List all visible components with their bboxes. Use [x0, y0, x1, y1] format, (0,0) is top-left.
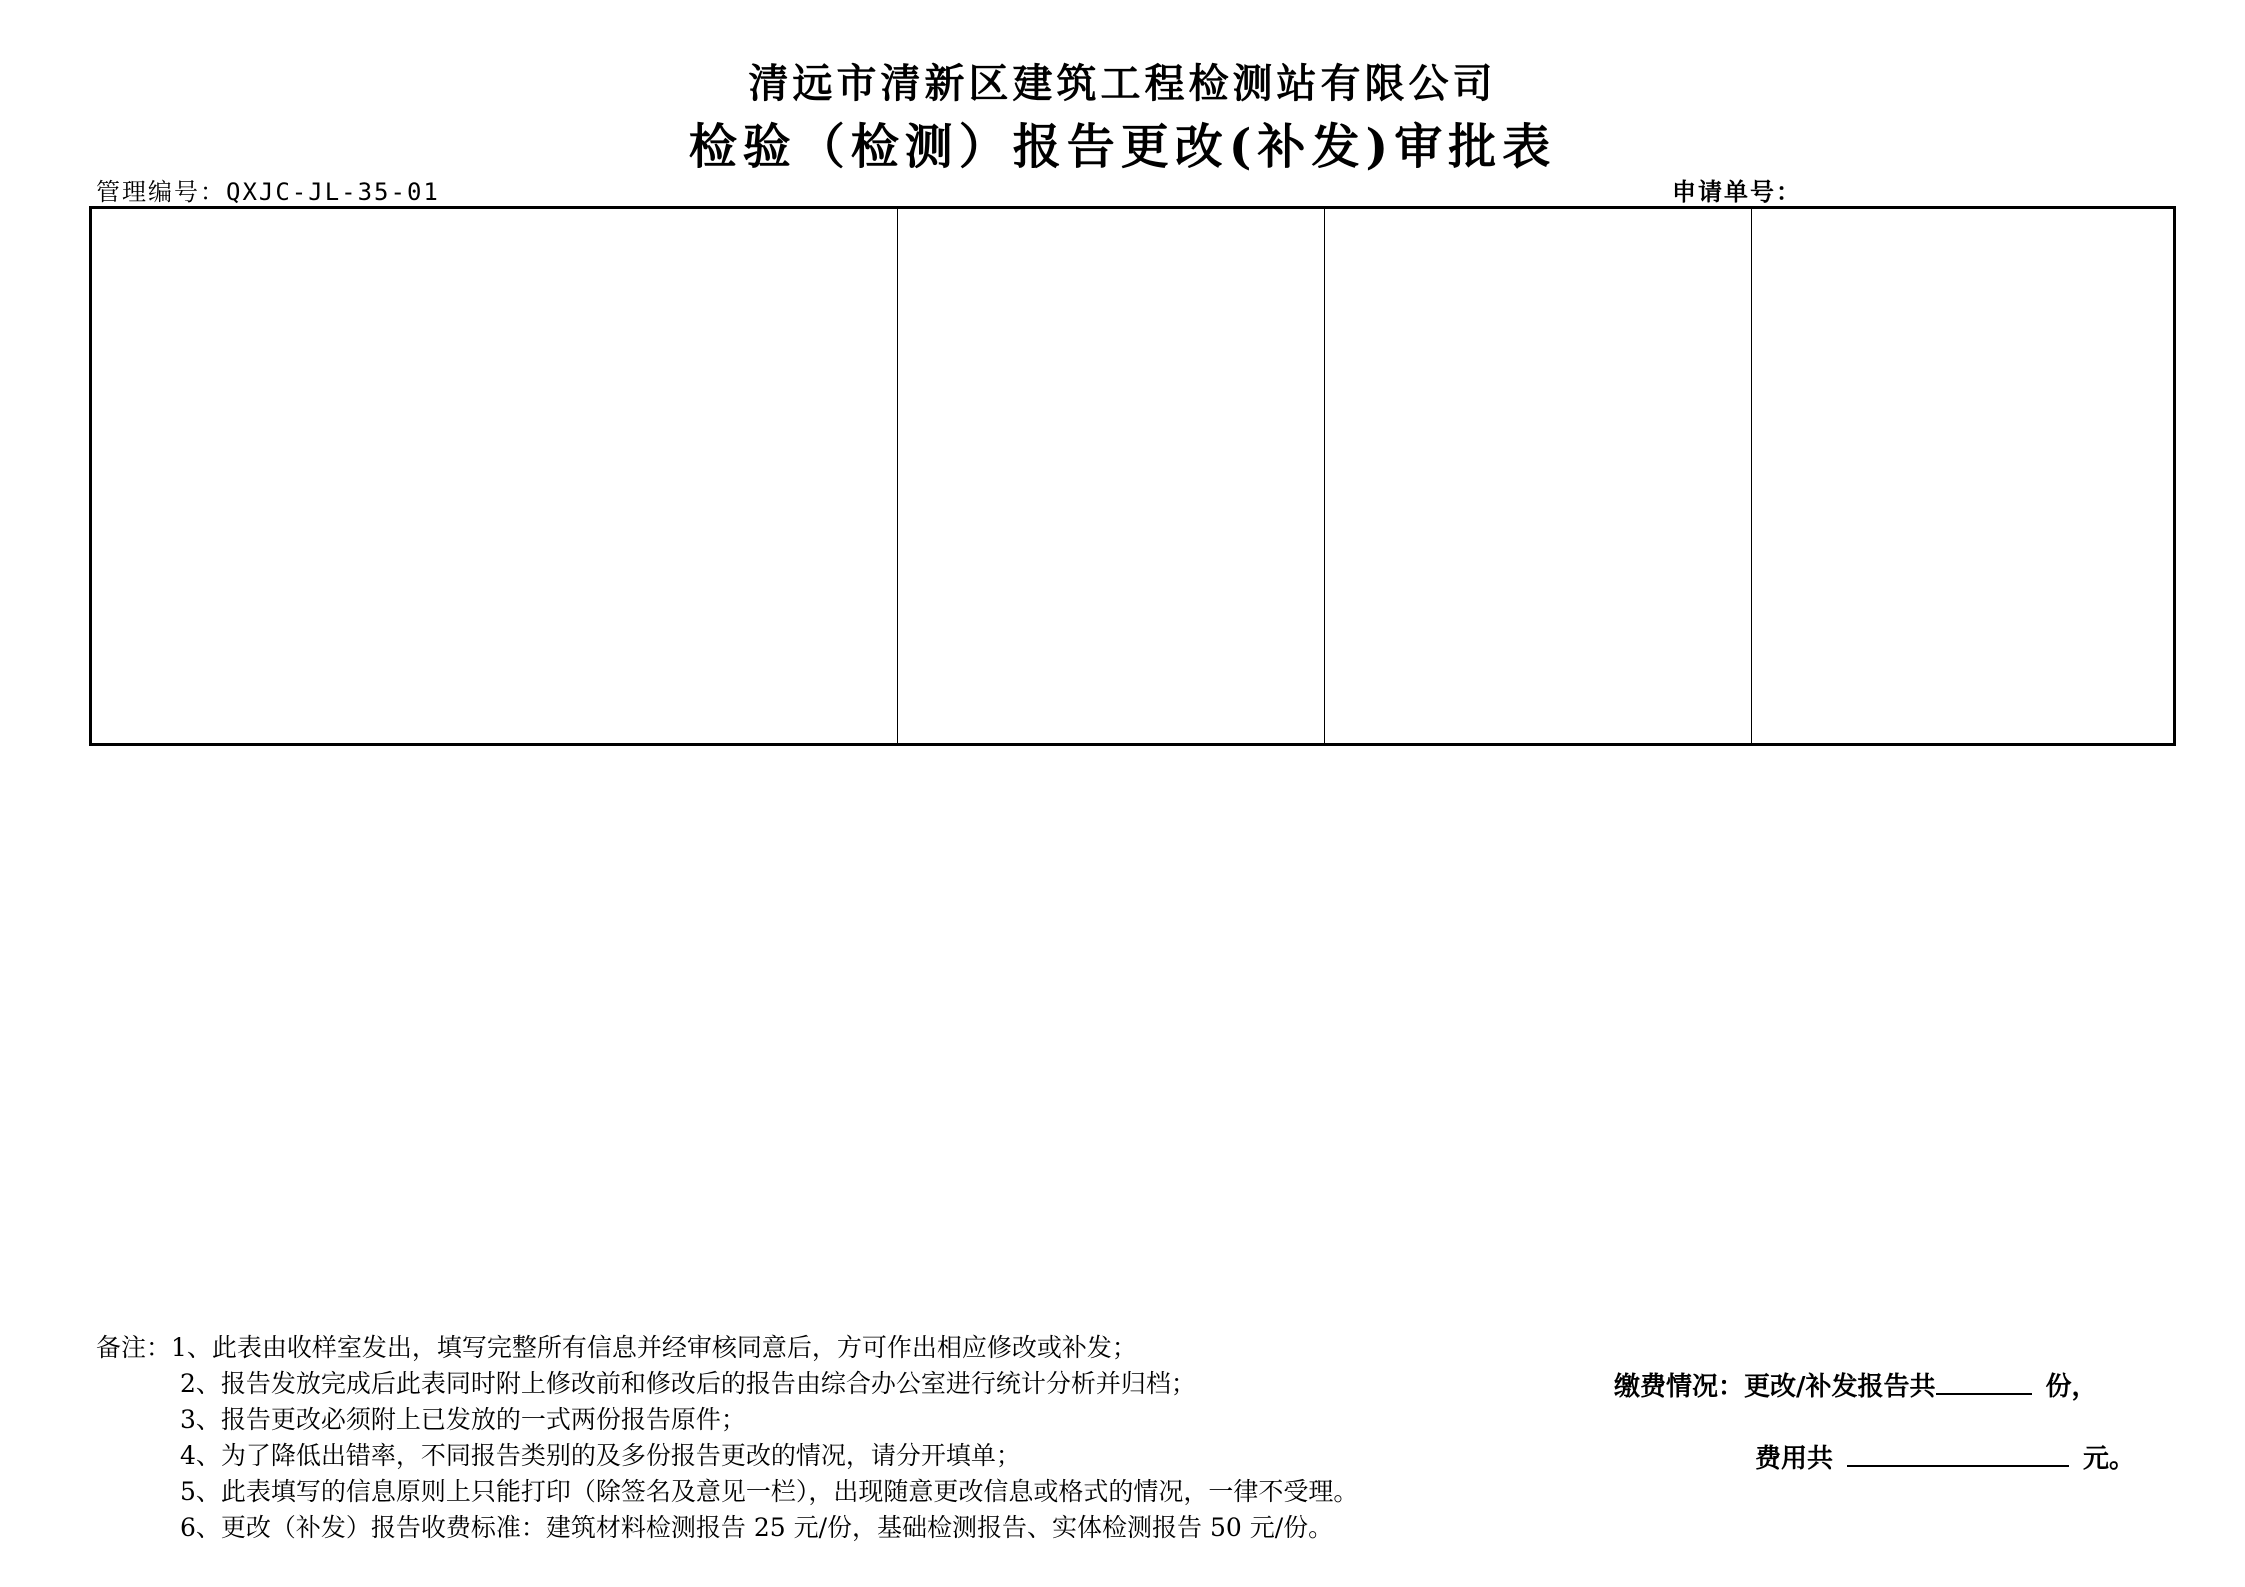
table-cell-3[interactable] [1325, 209, 1752, 743]
table-cell-2[interactable] [898, 209, 1325, 743]
management-number [96, 172, 440, 207]
report-count-blank[interactable] [1936, 1371, 2032, 1395]
company-name: 清远市清新区建筑工程检测站有限公司 [748, 60, 1497, 107]
application-number-label: 申请单号： [1672, 177, 1802, 206]
remark-line-2: 2、报告发放完成后此表同时附上修改前和修改后的报告由综合办公室进行统计分析并归档； [180, 1369, 1196, 1398]
table-cell-1[interactable] [92, 209, 898, 743]
remark-line-4: 4、为了降低出错率，不同报告类别的及多份报告更改的情况，请分开填单； [180, 1441, 1021, 1470]
fee-total-label: 费用共 [1755, 1444, 1834, 1474]
approval-table [89, 206, 2176, 746]
fee-amount-blank[interactable] [1847, 1443, 2069, 1467]
remark-line-1 [96, 1330, 1358, 1366]
fee-report-count-suffix: 份， [2045, 1372, 2098, 1402]
remark-line-3: 3、报告更改必须附上已发放的一式两份报告原件； [180, 1405, 746, 1434]
remarks-block [96, 1330, 1358, 1546]
remarks-prefix: 备注： [96, 1333, 172, 1362]
fee-total-suffix: 元。 [2083, 1444, 2136, 1474]
management-number-label: 管理编号： [96, 178, 226, 206]
fee-report-count-label: 缴费情况：更改/补发报告共 [1614, 1372, 1936, 1402]
management-number-value: QXJC-JL-35-01 [226, 178, 440, 206]
fee-total [1755, 1438, 2135, 1475]
remark-line-6: 6、更改（补发）报告收费标准：建筑材料检测报告 25 元/份，基础检测报告、实体检测报告 50 元/份。 [180, 1513, 1334, 1542]
remark-text: 1、此表由收样室发出，填写完整所有信息并经审核同意后，方可作出相应修改或补发； [171, 1333, 1137, 1362]
remark-line-5: 5、此表填写的信息原则上只能打印（除签名及意见一栏），出现随意更改信息或格式的情况，一律不受理。 [180, 1477, 1359, 1506]
fee-report-count [1614, 1366, 2098, 1403]
form-title: 检验（检测）报告更改(补发)审批表 [688, 119, 1557, 175]
table-cell-4[interactable] [1752, 209, 2173, 743]
